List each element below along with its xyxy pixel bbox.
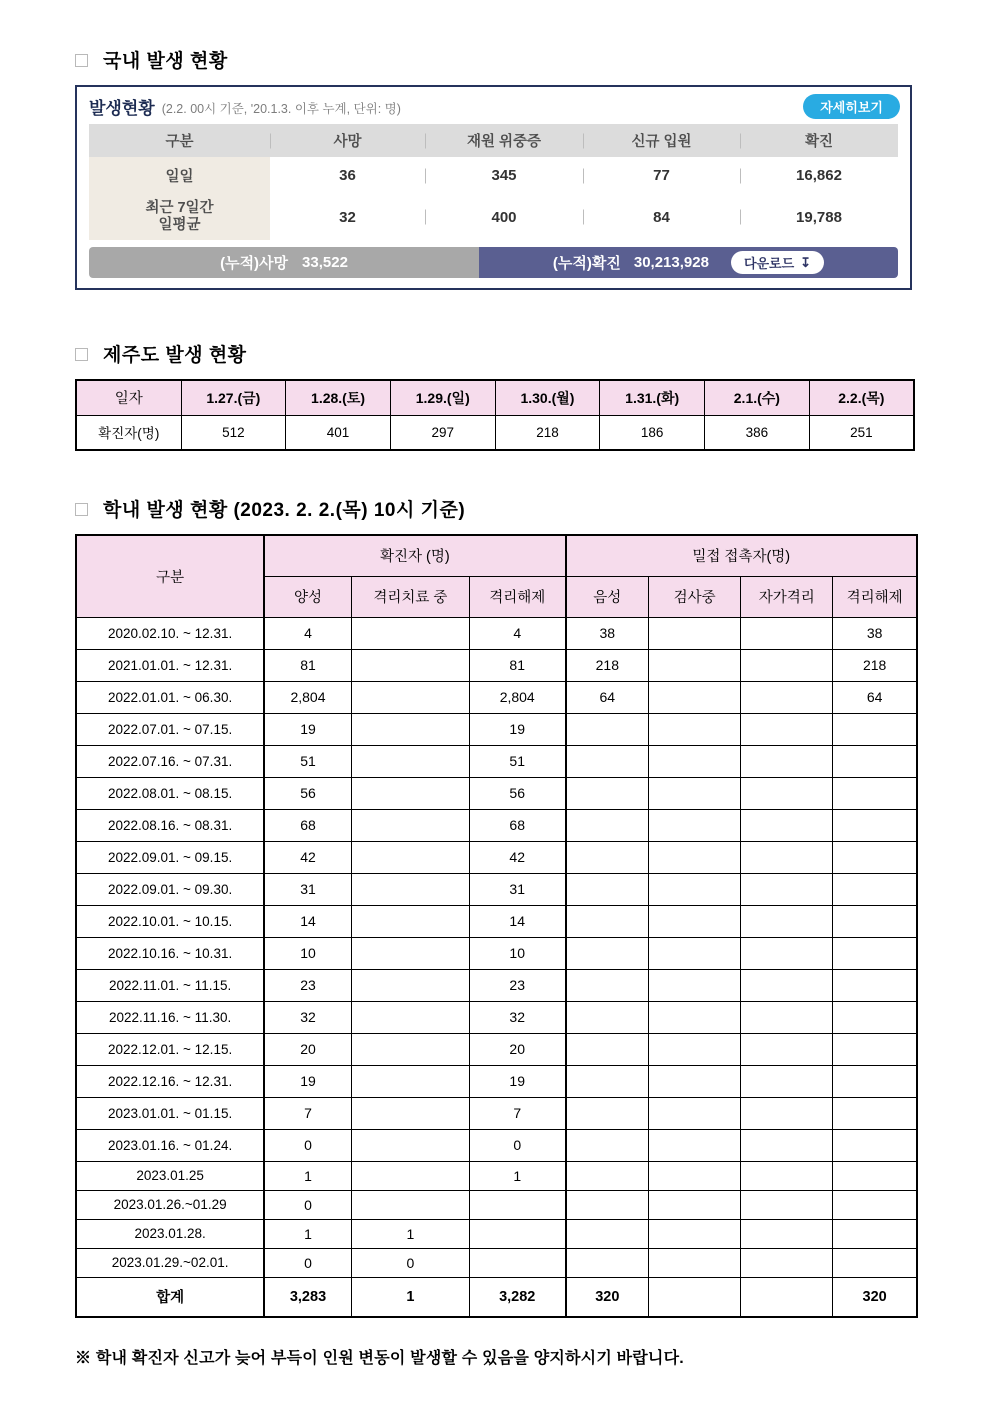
column-header: 1.29.(일) xyxy=(390,380,495,415)
cell xyxy=(833,777,917,809)
table-row xyxy=(76,1065,917,1097)
cell: 1 xyxy=(469,1161,565,1190)
row-label: 2020.02.10. ~ 12.31. xyxy=(76,617,264,649)
cell: 38 xyxy=(566,617,649,649)
cell: 14 xyxy=(469,905,565,937)
cell xyxy=(566,873,649,905)
cell xyxy=(741,1190,833,1219)
cell: 31 xyxy=(469,873,565,905)
table-header-row xyxy=(76,535,917,576)
cell xyxy=(741,1033,833,1065)
row-label: 2023.01.16. ~ 01.24. xyxy=(76,1129,264,1161)
table-row xyxy=(76,415,914,450)
cell: 31 xyxy=(264,873,351,905)
cell: 20 xyxy=(469,1033,565,1065)
row-label: 2022.09.01. ~ 09.30. xyxy=(76,873,264,905)
cell: 297 xyxy=(390,415,495,450)
cell xyxy=(833,713,917,745)
row-label: 2023.01.29.~02.01. xyxy=(76,1248,264,1277)
row-label: 2022.08.01. ~ 08.15. xyxy=(76,777,264,809)
checkbox-icon xyxy=(75,54,88,67)
cell: 84 xyxy=(583,194,740,240)
cell xyxy=(566,1161,649,1190)
cell xyxy=(741,1001,833,1033)
table-row xyxy=(76,617,917,649)
cell: 4 xyxy=(264,617,351,649)
section-national-title xyxy=(75,46,916,73)
cell xyxy=(833,1065,917,1097)
row-label: 2022.10.16. ~ 10.31. xyxy=(76,937,264,969)
cell xyxy=(833,1001,917,1033)
cell: 0 xyxy=(264,1248,351,1277)
cell: 251 xyxy=(809,415,914,450)
cell xyxy=(566,1129,649,1161)
footnote: ※ 학내 확진자 신고가 늦어 부득이 인원 변동이 발생할 수 있음을 양지하시기 바랍니다. xyxy=(75,1350,684,1367)
download-button[interactable] xyxy=(731,251,824,274)
section-title-text: 학내 발생 현황 (2023. 2. 2.(목) 10시 기준) xyxy=(103,500,466,521)
cell xyxy=(469,1248,565,1277)
row-label: 2023.01.26.~01.29 xyxy=(76,1190,264,1219)
cell: 68 xyxy=(469,809,565,841)
cell xyxy=(833,1129,917,1161)
column-header: 2.1.(수) xyxy=(705,380,810,415)
cell xyxy=(469,1219,565,1248)
cumulative-death xyxy=(89,247,479,278)
cell: 345 xyxy=(425,157,583,194)
cell xyxy=(649,713,741,745)
cell: 10 xyxy=(264,937,351,969)
column-header: 사망 xyxy=(270,124,425,157)
cell xyxy=(741,873,833,905)
cell: 19 xyxy=(264,1065,351,1097)
cell: 2,804 xyxy=(264,681,351,713)
cell: 81 xyxy=(469,649,565,681)
cell xyxy=(351,841,469,873)
cell: 218 xyxy=(566,649,649,681)
cell xyxy=(566,1248,649,1277)
cell xyxy=(833,1161,917,1190)
cell: 3,282 xyxy=(469,1277,565,1317)
row-label xyxy=(89,194,270,240)
table-row xyxy=(76,841,917,873)
row-label: 2023.01.28. xyxy=(76,1219,264,1248)
row-label-line1: 최근 7일간 xyxy=(145,200,214,216)
cell: 23 xyxy=(469,969,565,1001)
cumulative-confirmed xyxy=(479,247,898,278)
national-status-widget xyxy=(75,85,912,290)
table-total-row xyxy=(76,1277,917,1317)
download-button-label: 다운로드 xyxy=(743,256,795,271)
row-label: 2022.12.01. ~ 12.15. xyxy=(76,1033,264,1065)
table-row xyxy=(76,1033,917,1065)
cell xyxy=(741,809,833,841)
cell xyxy=(566,1033,649,1065)
widget-header xyxy=(77,87,910,124)
section-title-text: 제주도 발생 현황 xyxy=(103,345,247,366)
table-header-row xyxy=(76,380,914,415)
row-label: 2022.07.01. ~ 07.15. xyxy=(76,713,264,745)
cell: 218 xyxy=(833,649,917,681)
cell: 36 xyxy=(270,157,425,194)
column-header: 자가격리 xyxy=(741,576,833,617)
cell xyxy=(566,969,649,1001)
group-header-contacts: 밀접 접촉자(명) xyxy=(566,535,917,576)
column-header: 구분 xyxy=(89,124,270,157)
cell xyxy=(351,681,469,713)
cell xyxy=(649,1001,741,1033)
table-row xyxy=(76,777,917,809)
cell xyxy=(351,809,469,841)
cell xyxy=(649,841,741,873)
table-row xyxy=(76,1097,917,1129)
cell: 19,788 xyxy=(740,194,898,240)
cell: 186 xyxy=(600,415,705,450)
cell xyxy=(351,937,469,969)
row-label: 일일 xyxy=(89,157,270,194)
column-header: 1.30.(월) xyxy=(495,380,600,415)
row-label: 2023.01.25 xyxy=(76,1161,264,1190)
row-label: 확진자(명) xyxy=(76,415,181,450)
cell xyxy=(741,937,833,969)
cell: 2,804 xyxy=(469,681,565,713)
cell xyxy=(566,841,649,873)
table-row xyxy=(76,745,917,777)
table-row xyxy=(76,905,917,937)
cell xyxy=(649,1277,741,1317)
cell xyxy=(741,1277,833,1317)
cell: 1 xyxy=(351,1277,469,1317)
table-row xyxy=(76,809,917,841)
column-header: 격리해제 xyxy=(469,576,565,617)
section-jeju-title xyxy=(75,340,916,367)
cumulative-confirmed-value: 30,213,928 xyxy=(633,254,709,271)
cell xyxy=(649,1129,741,1161)
row-label: 2022.11.16. ~ 11.30. xyxy=(76,1001,264,1033)
table-row xyxy=(76,1190,917,1219)
cell xyxy=(741,649,833,681)
cell xyxy=(833,1219,917,1248)
cell xyxy=(566,1001,649,1033)
row-label: 합계 xyxy=(76,1277,264,1317)
cell xyxy=(833,873,917,905)
cell: 51 xyxy=(264,745,351,777)
table-row xyxy=(76,1219,917,1248)
cell xyxy=(833,745,917,777)
cell xyxy=(351,777,469,809)
cell: 401 xyxy=(286,415,391,450)
cell: 42 xyxy=(469,841,565,873)
cell xyxy=(351,1097,469,1129)
cell: 19 xyxy=(469,1065,565,1097)
national-table xyxy=(89,124,898,240)
cell xyxy=(566,1190,649,1219)
cell xyxy=(741,1248,833,1277)
cell xyxy=(649,905,741,937)
cell: 32 xyxy=(264,1001,351,1033)
cumulative-confirmed-label: (누적)확진 xyxy=(552,255,621,272)
cell: 1 xyxy=(264,1161,351,1190)
row-label: 2022.11.01. ~ 11.15. xyxy=(76,969,264,1001)
cell: 51 xyxy=(469,745,565,777)
cell xyxy=(351,905,469,937)
cell: 386 xyxy=(705,415,810,450)
table-row xyxy=(76,1001,917,1033)
jeju-table xyxy=(75,379,915,451)
row-label: 2021.01.01. ~ 12.31. xyxy=(76,649,264,681)
cell: 400 xyxy=(425,194,583,240)
cell xyxy=(649,1097,741,1129)
cell: 218 xyxy=(495,415,600,450)
cell xyxy=(649,937,741,969)
table-row xyxy=(76,1129,917,1161)
cell xyxy=(566,713,649,745)
cell xyxy=(649,745,741,777)
table-row xyxy=(76,1248,917,1277)
table-row xyxy=(89,157,898,194)
cell: 320 xyxy=(833,1277,917,1317)
checkbox-icon xyxy=(75,348,88,361)
cell xyxy=(649,1248,741,1277)
cell xyxy=(649,1219,741,1248)
table-row xyxy=(76,1161,917,1190)
cell: 16,862 xyxy=(740,157,898,194)
cell xyxy=(566,809,649,841)
cell xyxy=(833,937,917,969)
column-header: 격리치료 중 xyxy=(351,576,469,617)
row-label: 2022.10.01. ~ 10.15. xyxy=(76,905,264,937)
column-header: 신규 입원 xyxy=(583,124,740,157)
page-title: 국내 발생 현황 xyxy=(103,51,228,72)
cell xyxy=(833,1097,917,1129)
cell: 64 xyxy=(566,681,649,713)
cell: 20 xyxy=(264,1033,351,1065)
cell xyxy=(833,905,917,937)
cell: 0 xyxy=(264,1190,351,1219)
cell: 77 xyxy=(583,157,740,194)
row-label: 2022.01.01. ~ 06.30. xyxy=(76,681,264,713)
table-row xyxy=(76,649,917,681)
row-label: 2022.12.16. ~ 12.31. xyxy=(76,1065,264,1097)
cell xyxy=(351,745,469,777)
cell xyxy=(351,1033,469,1065)
table-row xyxy=(76,681,917,713)
checkbox-icon xyxy=(75,503,88,516)
table-row xyxy=(89,194,898,240)
table-row xyxy=(76,873,917,905)
cell: 38 xyxy=(833,617,917,649)
cell: 81 xyxy=(264,649,351,681)
cell xyxy=(741,777,833,809)
cell xyxy=(649,1161,741,1190)
cell xyxy=(566,745,649,777)
cell: 4 xyxy=(469,617,565,649)
cell xyxy=(351,713,469,745)
cell: 1 xyxy=(264,1219,351,1248)
cell xyxy=(741,1161,833,1190)
cell xyxy=(741,841,833,873)
cell: 42 xyxy=(264,841,351,873)
cell xyxy=(351,617,469,649)
cumulative-death-value: 33,522 xyxy=(302,254,348,271)
widget-title: 발생현황 xyxy=(89,99,155,118)
column-header: 2.2.(목) xyxy=(809,380,914,415)
cell xyxy=(833,969,917,1001)
cell: 56 xyxy=(469,777,565,809)
cell: 0 xyxy=(469,1129,565,1161)
table-header-row xyxy=(89,124,898,157)
cell: 320 xyxy=(566,1277,649,1317)
cell xyxy=(741,1065,833,1097)
cell xyxy=(741,905,833,937)
row-label-line2: 일평균 xyxy=(158,217,201,233)
cell xyxy=(566,1097,649,1129)
cell xyxy=(566,777,649,809)
group-header-confirmed: 확진자 (명) xyxy=(264,535,565,576)
cell: 512 xyxy=(181,415,286,450)
cell: 23 xyxy=(264,969,351,1001)
row-label: 2023.01.01. ~ 01.15. xyxy=(76,1097,264,1129)
column-header: 격리해제 xyxy=(833,576,917,617)
cell xyxy=(649,1190,741,1219)
cell: 0 xyxy=(351,1248,469,1277)
cell xyxy=(741,1097,833,1129)
cell xyxy=(351,1001,469,1033)
row-label: 2022.09.01. ~ 09.15. xyxy=(76,841,264,873)
column-header: 음성 xyxy=(566,576,649,617)
cell xyxy=(566,1219,649,1248)
column-header: 재원 위중증 xyxy=(425,124,583,157)
cell xyxy=(566,937,649,969)
cell: 32 xyxy=(270,194,425,240)
cell: 68 xyxy=(264,809,351,841)
cumulative-bar xyxy=(89,247,898,278)
cell xyxy=(741,1129,833,1161)
column-header: 1.28.(토) xyxy=(286,380,391,415)
cell xyxy=(566,1065,649,1097)
cell xyxy=(566,905,649,937)
cell xyxy=(649,681,741,713)
cell xyxy=(741,969,833,1001)
cell xyxy=(351,969,469,1001)
cell xyxy=(351,1190,469,1219)
cell: 1 xyxy=(351,1219,469,1248)
cell: 56 xyxy=(264,777,351,809)
row-label: 2022.08.16. ~ 08.31. xyxy=(76,809,264,841)
table-row xyxy=(76,713,917,745)
download-icon: ↧ xyxy=(800,254,812,270)
column-header: 일자 xyxy=(76,380,181,415)
corner-header: 구분 xyxy=(76,535,264,617)
cell xyxy=(741,713,833,745)
table-row xyxy=(76,969,917,1001)
cell: 14 xyxy=(264,905,351,937)
cell xyxy=(351,649,469,681)
cell: 7 xyxy=(264,1097,351,1129)
cumulative-death-label: (누적)사망 xyxy=(220,255,289,272)
cell: 19 xyxy=(264,713,351,745)
cell: 64 xyxy=(833,681,917,713)
column-header: 검사중 xyxy=(649,576,741,617)
cell xyxy=(649,1065,741,1097)
cell xyxy=(833,1190,917,1219)
cell xyxy=(741,745,833,777)
cell xyxy=(351,1161,469,1190)
cell xyxy=(351,873,469,905)
cell xyxy=(649,873,741,905)
cell: 19 xyxy=(469,713,565,745)
cell: 3,283 xyxy=(264,1277,351,1317)
cell xyxy=(741,1219,833,1248)
table-row xyxy=(76,937,917,969)
column-header: 1.27.(금) xyxy=(181,380,286,415)
cell xyxy=(649,809,741,841)
detail-view-button[interactable]: 자세히보기 xyxy=(803,94,900,119)
cell xyxy=(741,681,833,713)
cell xyxy=(649,617,741,649)
widget-subtitle: (2.2. 00시 기준, '20.1.3. 이후 누계, 단위: 명) xyxy=(161,101,401,116)
cell xyxy=(833,1033,917,1065)
cell: 7 xyxy=(469,1097,565,1129)
cell: 32 xyxy=(469,1001,565,1033)
column-header: 확진 xyxy=(740,124,898,157)
campus-table xyxy=(75,534,918,1318)
cell xyxy=(351,1129,469,1161)
column-header: 양성 xyxy=(264,576,351,617)
cell xyxy=(469,1190,565,1219)
cell xyxy=(649,649,741,681)
cell xyxy=(351,1065,469,1097)
section-campus-title xyxy=(75,495,916,522)
cell xyxy=(833,1248,917,1277)
cell: 0 xyxy=(264,1129,351,1161)
row-label: 2022.07.16. ~ 07.31. xyxy=(76,745,264,777)
cell xyxy=(833,809,917,841)
cell xyxy=(833,841,917,873)
column-header: 1.31.(화) xyxy=(600,380,705,415)
cell xyxy=(741,617,833,649)
cell xyxy=(649,777,741,809)
cell xyxy=(649,969,741,1001)
cell xyxy=(649,1033,741,1065)
cell: 10 xyxy=(469,937,565,969)
